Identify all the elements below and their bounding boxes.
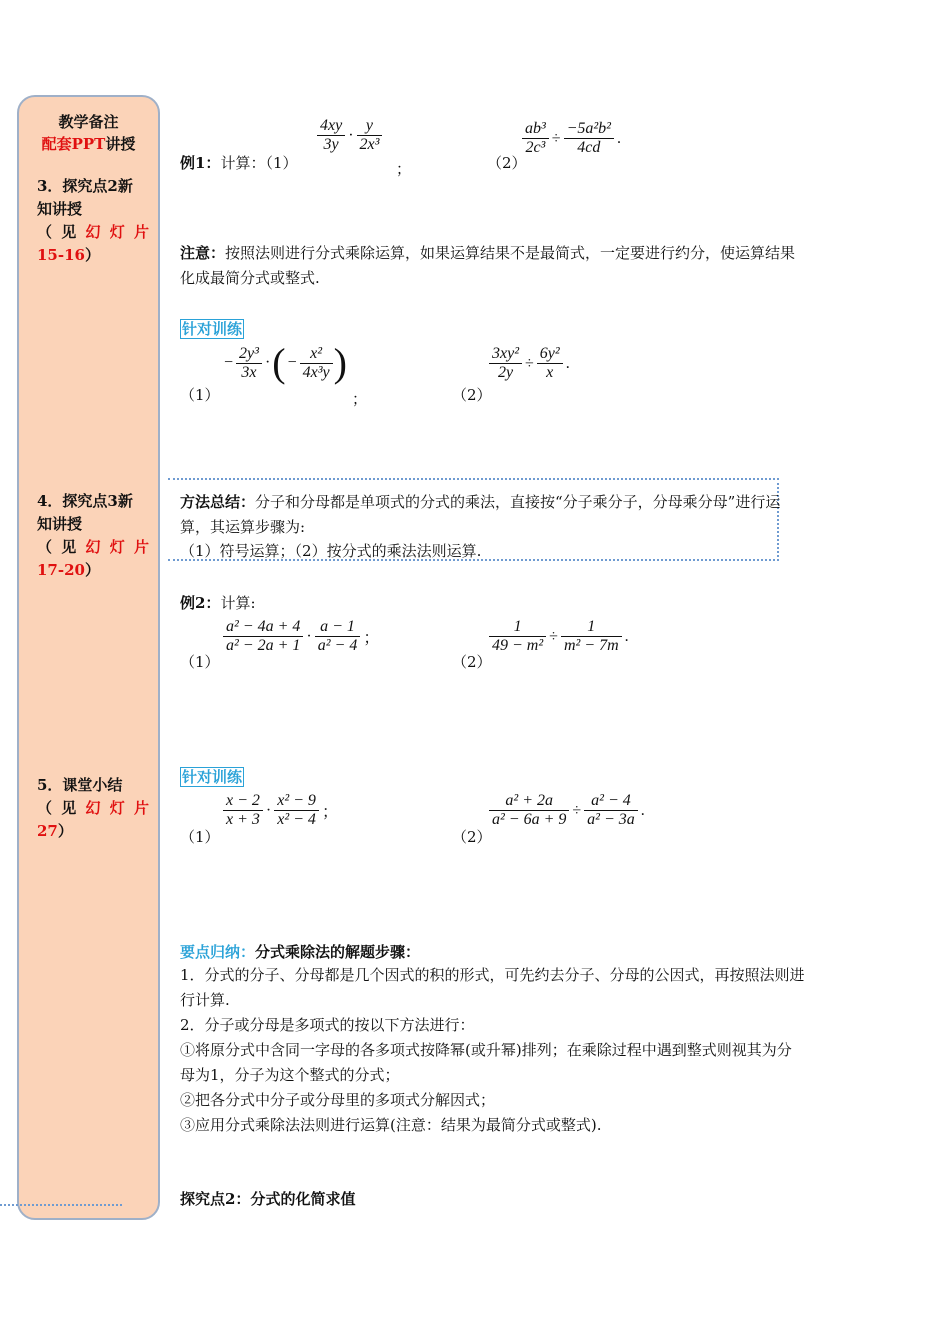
example1-num2: （2） <box>487 154 527 172</box>
sidebar-note-5: 5．课堂小结 （见幻灯片 27） <box>37 776 149 840</box>
practice2-expr2: $\frac{\text{a² + 2a}}{\text{a² − 6a + 9}}$ ÷ $\frac{\text{a² − 4}}{\text{a² − 3a}}$ . <box>488 792 647 829</box>
practice1-num1: （1） <box>180 386 220 404</box>
practice2-num1: （1） <box>180 828 220 846</box>
sidebar-note-4: 4．探究点3新 知讲授 （见幻灯片 17-20） <box>37 492 149 579</box>
practice2-label: 针对训练 <box>182 768 243 786</box>
key-points-line1: 1．分式的分子、分母都是几个因式的积的形式，可先约去分子、分母的公因式，再按照法则进行计算. <box>180 966 805 1009</box>
example2-prompt: 例2：计算: <box>180 594 256 612</box>
key-points-line2: 2．分子或分母是多项式的按以下方法进行： <box>180 1016 475 1034</box>
practice1-num2: （2） <box>452 386 492 404</box>
practice1-expr2: $\frac{\text{3xy²}}{2y}$ ÷ $\frac{\text{6y²}}{x}$ . <box>488 345 572 382</box>
example2-num1: （1） <box>180 653 220 671</box>
example2-num2: （2） <box>452 653 492 671</box>
sidebar-dotted-divider <box>0 1204 122 1206</box>
practice1-semicolon: ； <box>352 390 368 408</box>
key-points-heading: 要点归纳：分式乘除法的解题步骤： <box>180 943 421 961</box>
key-points-line3: ①将原分式中含同一字母的各多项式按降幂(或升幂)排列；在乘除过程中遇到整式则视其为分母为1，分子为这个整式的分式； <box>180 1041 792 1084</box>
practice1-expr1: − $\frac{\text{2y³}}{3x}$ ·( − $\frac{\text{x²}}{\text{4x³y}}$ ) <box>224 340 347 385</box>
example1-expr2: $\frac{\text{ab³}}{\text{2c³}}$ ÷ $\frac{\text{−5a²b²}}{4cd}$ . <box>521 120 623 157</box>
practice1-label: 针对训练 <box>182 320 243 338</box>
example1-prompt: 例1：计算：（1） <box>180 154 298 172</box>
key-points-line4: ②把各分式中分子或分母里的多项式分解因式； <box>180 1091 496 1109</box>
method-summary-steps: （1）符号运算；（2）按分式的乘法法则运算. <box>180 542 482 560</box>
method-summary-text: 方法总结：分子和分母都是单项式的分式的乘法，直接按“分子乘分子，分母乘分母”进行运算，其运算步骤为: <box>180 493 781 536</box>
example2-expr2: $\frac{1}{\text{49 − m²}}$ ÷ $\frac{1}{\text{m² − 7m}}$ . <box>488 618 631 655</box>
example1-expr1: $\frac{4xy}{3y}$ · $\frac{y}{\text{2x³}}$ <box>316 117 383 154</box>
example2-expr1: $\frac{\text{a² − 4a + 4}}{\text{a² − 2a + 1}}$ · $\frac{a - 1}{\text{a² − 4}}$ ； <box>222 618 381 655</box>
sidebar-subtitle: 配套PPT讲授 <box>41 135 136 153</box>
key-points-line5: ③应用分式乘除法法则进行运算(注意：结果为最简分式或整式). <box>180 1116 602 1134</box>
note-paragraph: 注意：按照法则进行分式乘除运算，如果运算结果不是最简式，一定要进行约分，使运算结果化成最简分式或整式. <box>180 244 796 287</box>
example1-semicolon: ； <box>396 160 412 178</box>
practice2-num2: （2） <box>452 828 492 846</box>
section2-title: 探究点2：分式的化简求值 <box>180 1190 356 1208</box>
sidebar-title: 教学备注 <box>58 113 119 131</box>
sidebar-note-3: 3．探究点2新 知讲授 （见幻灯片 15-16） <box>37 177 149 264</box>
practice2-expr1: $\frac{x - 2}{x + 3}$ · $\frac{\text{x² − 9}}{\text{x² − 4}}$ ； <box>222 792 340 829</box>
teaching-notes-sidebar <box>17 95 160 1220</box>
